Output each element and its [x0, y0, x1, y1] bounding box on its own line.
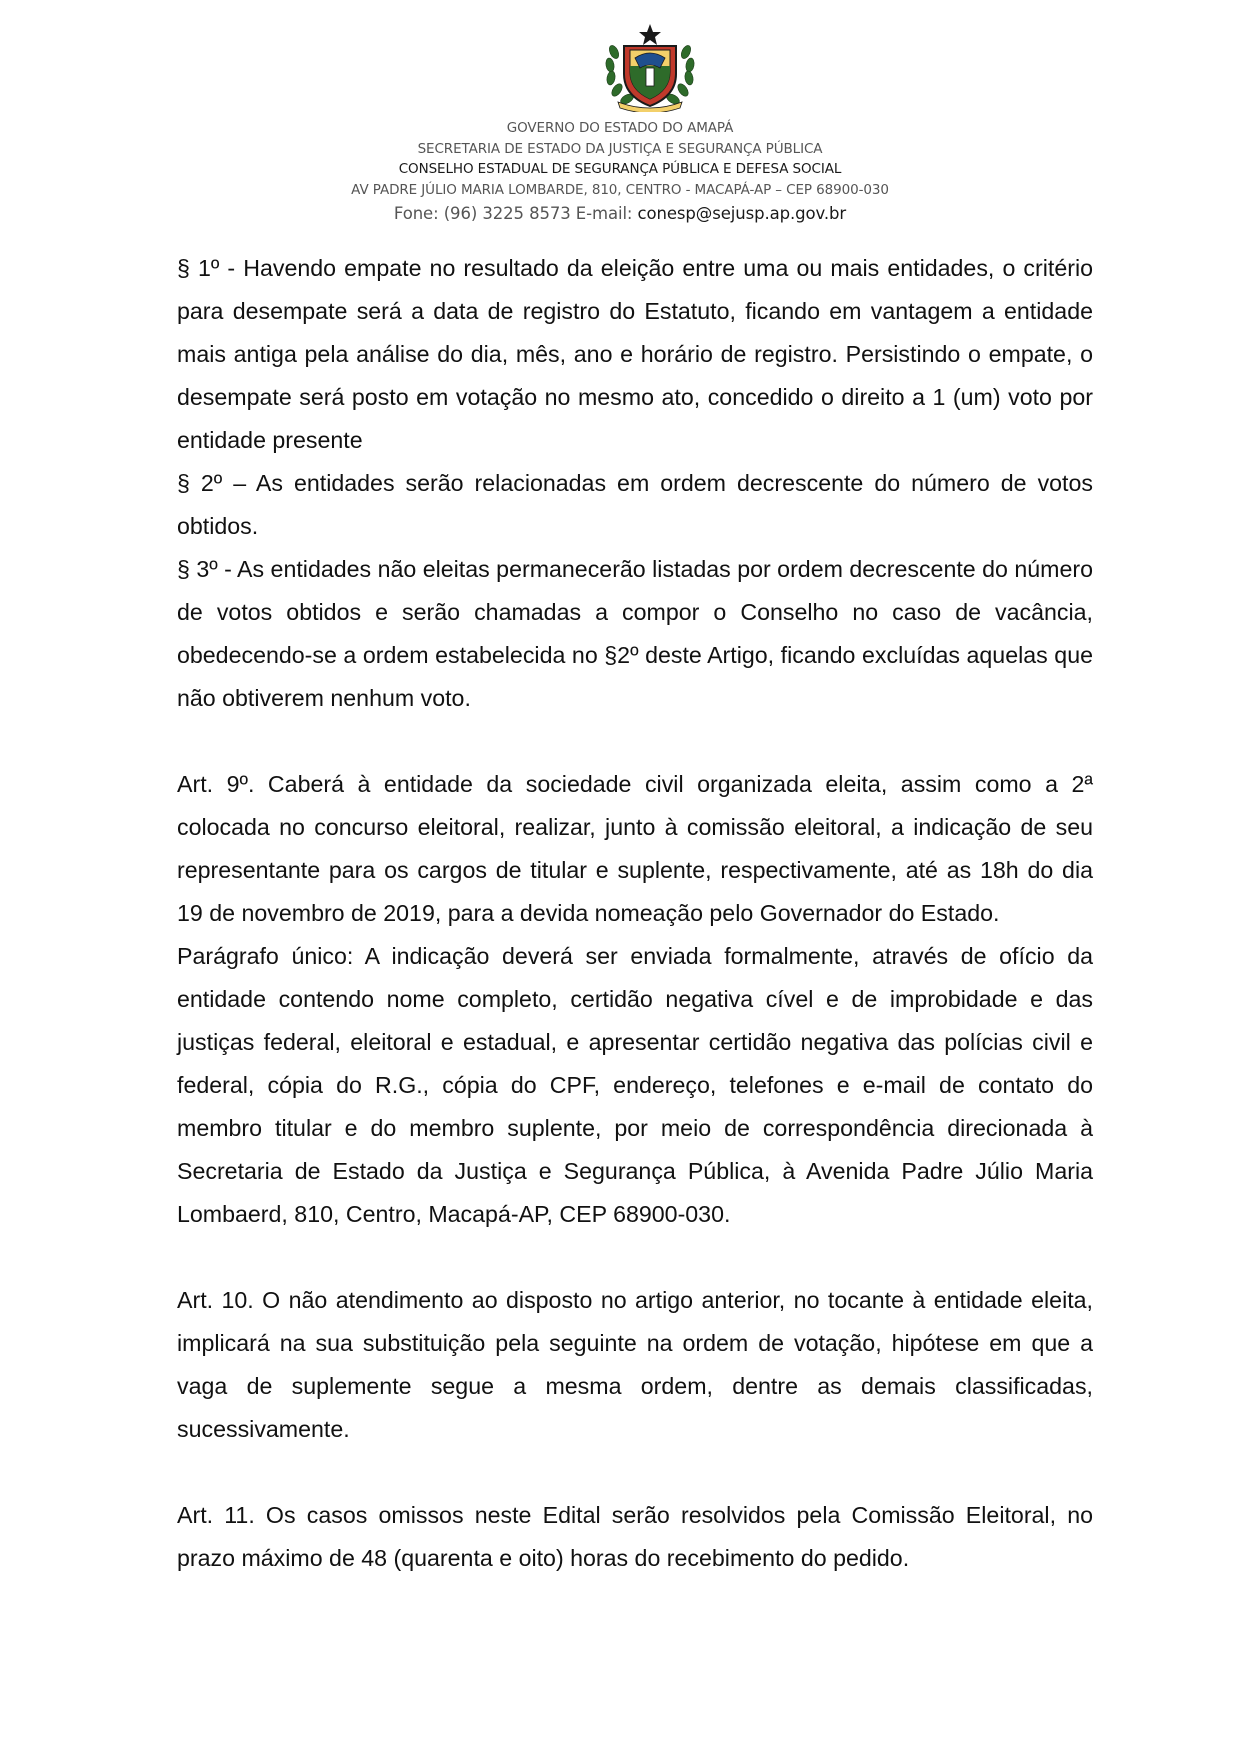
letterhead-phone: Fone: (96) 3225 8573 E-mail:	[393, 204, 638, 223]
paragraph-spacer	[177, 1451, 1093, 1494]
paragraph-1-section: § 1º - Havendo empate no resultado da eleição entre uma ou mais entidades, o critério para desempate será a data de registro do Estatuto, ficando em vantagem a entidade mais antiga pela análise do dia, mês, ano e horário de registro. Persistindo o empate, o desempate será posto em votação no mesmo ato, concedido o direito a 1 (um) voto por entidade presente	[177, 255, 1093, 453]
letterhead	[0, 118, 1240, 226]
article-9: Art. 9º. Caberá à entidade da sociedade civil organizada eleita, assim como a 2ª colocada no concurso eleitoral, realizar, junto à comissão eleitoral, a indicação de seu representante para os cargos de titular e suplente, respectivamente, até as 18h do dia 19 de novembro de 2019, para a devida nomeação pelo Governador do Estado.	[177, 771, 1093, 926]
paragraph-2-section: § 2º – As entidades serão relacionadas em ordem decrescente do número de votos obtidos.	[177, 470, 1093, 539]
letterhead-government: GOVERNO DO ESTADO DO AMAPÁ	[506, 120, 734, 136]
document-body	[177, 247, 1093, 1580]
paragraph-spacer	[177, 1236, 1093, 1279]
paragraph-3-section: § 3º - As entidades não eleitas permanecerão listadas por ordem decrescente do número de votos obtidos e serão chamadas a compor o Conselho no caso de vacância, obedecendo-se a ordem estabelecida no §2º deste Artigo, ficando excluídas aquelas que não obtiverem nenhum voto.	[177, 556, 1093, 711]
letterhead-secretariat: SECRETARIA DE ESTADO DA JUSTIÇA E SEGURANÇA PÚBLICA	[417, 140, 823, 157]
article-10: Art. 10. O não atendimento ao disposto no artigo anterior, no tocante à entidade eleita, implicará na sua substituição pela seguinte na ordem de votação, hipótese em que a vaga de suplemente segue a mesma ordem, dentre as demais classificadas, sucessivamente.	[177, 1287, 1093, 1442]
letterhead-address: AV PADRE JÚLIO MARIA LOMBARDE, 810, CENTRO - MACAPÁ-AP – CEP 68900-030	[351, 181, 889, 198]
paragraph-spacer	[177, 720, 1093, 763]
coat-of-arms-icon	[600, 22, 700, 112]
article-9-sole-paragraph: Parágrafo único: A indicação deverá ser enviada formalmente, através de ofício da entidade contendo nome completo, certidão negativa cível e de improbidade e das justiças federal, eleitoral e estadual, e apresentar certidão negativa das polícias civil e federal, cópia do R.G., cópia do CPF, endereço, telefones e e-mail de contato do membro titular e do membro suplente, por meio de correspondência direcionada à Secretaria de Estado da Justiça e Segurança Pública, à Avenida Padre Júlio Maria Lombaerd, 810, Centro, Macapá-AP, CEP 68900-030.	[177, 943, 1093, 1227]
letterhead-council: CONSELHO ESTADUAL DE SEGURANÇA PÚBLICA E DEFESA SOCIAL	[398, 161, 842, 177]
letterhead-contact	[0, 202, 1240, 226]
letterhead-email[interactable]: conesp@sejusp.ap.gov.br	[637, 204, 847, 223]
article-11: Art. 11. Os casos omissos neste Edital serão resolvidos pela Comissão Eleitoral, no prazo máximo de 48 (quarenta e oito) horas do recebimento do pedido.	[177, 1502, 1093, 1571]
